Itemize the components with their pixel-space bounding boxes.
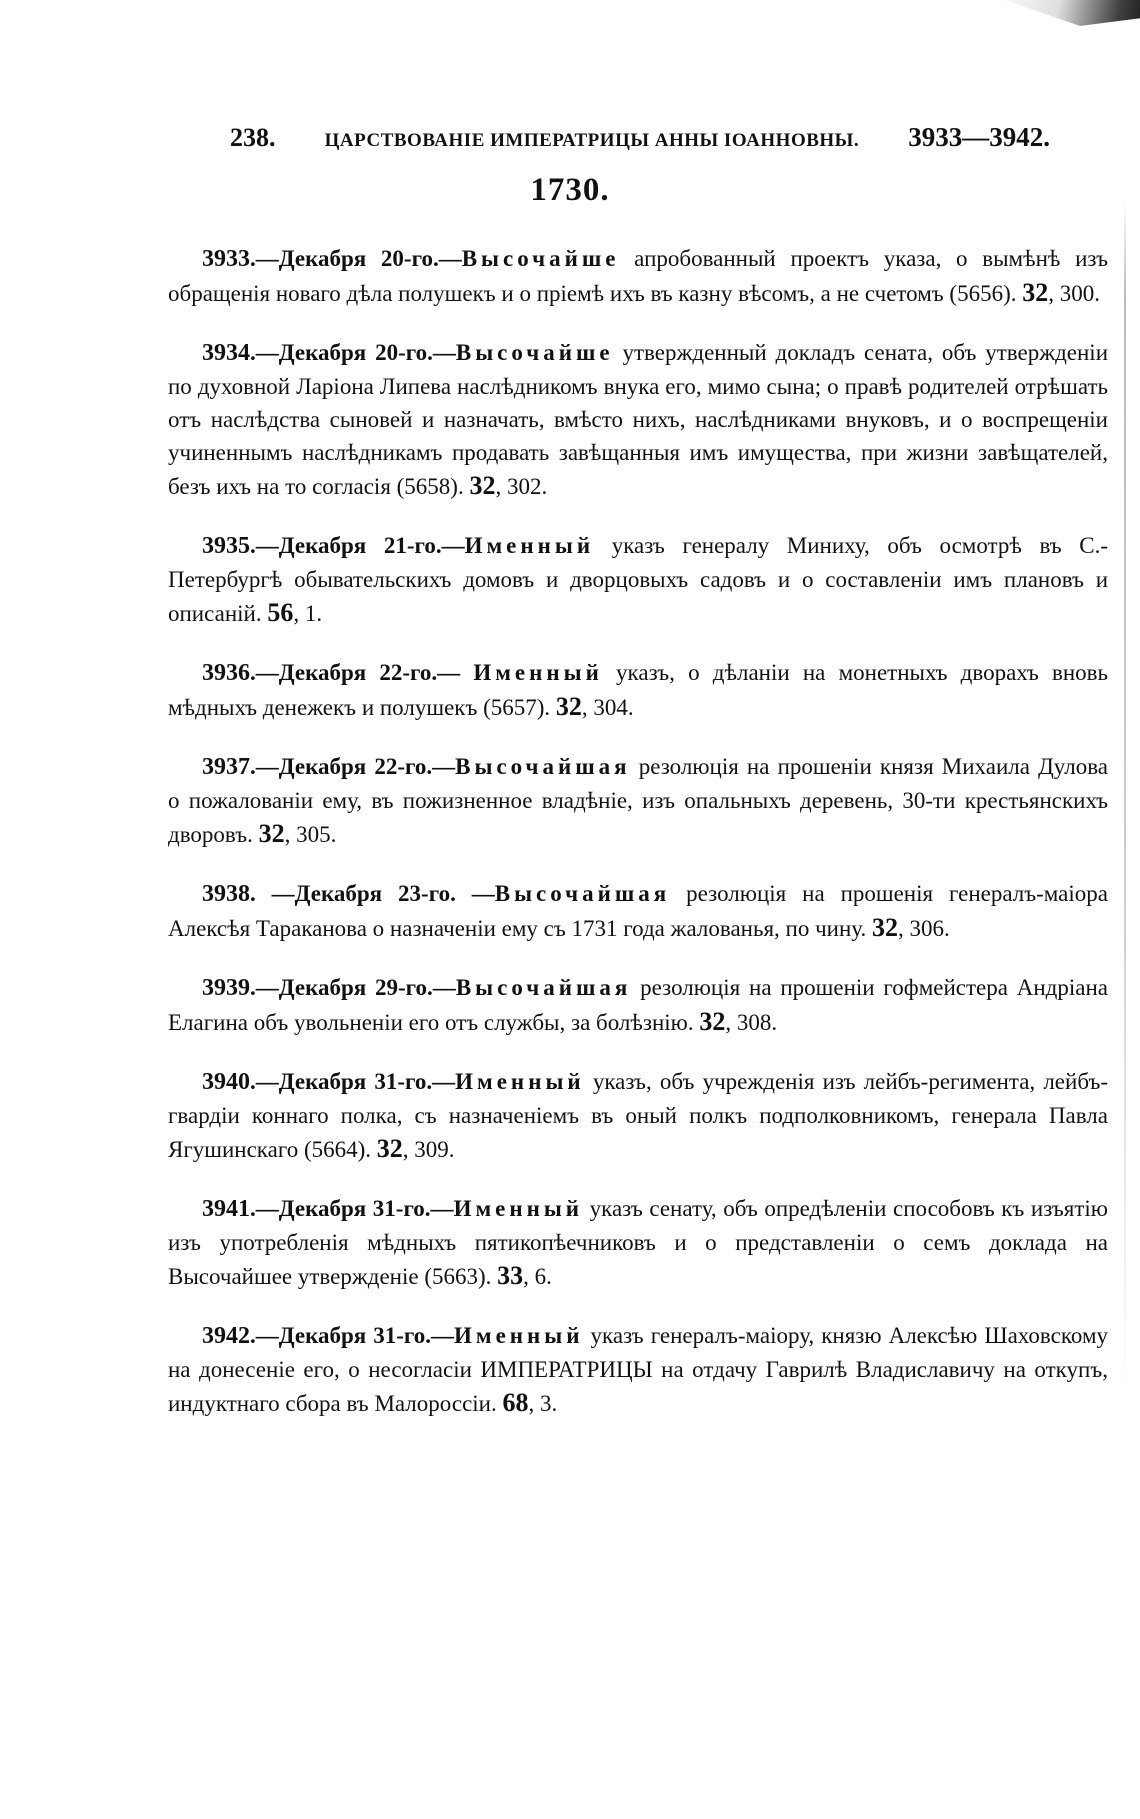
entry-kind: Высочайшая [455,975,632,1000]
entry-text: резолюція на прошенія генералъ-маіора Алексѣя Тараканова о назначеніи ему съ 1731 года жалованья, по чину. [168,881,1108,941]
entry-volume: 32 [1022,278,1049,307]
running-header [230,122,1050,162]
entry-number: 3933 [202,246,250,272]
entry-volume: 68 [502,1388,529,1417]
entry-number: 3939 [202,975,250,1001]
entry-date: .—Декабря 22-го.— [250,754,456,779]
entry-page: , 3. [528,1391,558,1416]
entry-number: 3936 [202,660,250,686]
entry-page: , 306. [898,916,950,941]
entry-kind: Именный [473,660,603,685]
entry-kind: Высочайше [455,340,614,365]
entry-date: .—Декабря 31-го.— [250,1196,454,1221]
entry-text: указъ генералъ-маіору, князю Алексѣю Шаховскому на донесеніе его, о несогласіи ИМПЕРАТРИЦЫ на отдачу Гаврилѣ Владиславичу на откупъ, индуктнаго сбора въ Малороссіи. [168,1323,1108,1416]
entry-volume: 32 [469,471,496,500]
entry-page: , 302. [495,474,548,499]
entry-volume: 32 [376,1134,403,1163]
entry [168,336,1108,503]
year-heading: 1730. [530,172,610,208]
scan-margin-line [1124,200,1126,1400]
entry-date: .—Декабря 29-го.— [250,975,456,1000]
entry-date: . —Декабря 23-го. — [250,881,495,906]
entry-number: 3937 [202,754,250,780]
entry-page: , 308. [725,1010,778,1035]
entry-page: , 304. [581,695,634,720]
entry [168,971,1108,1039]
entry-kind: Именный [464,533,595,558]
scan-artifact [990,0,1140,26]
entries-list [168,242,1108,1446]
entry [168,242,1108,310]
entry [168,1319,1108,1420]
entry-date: .—Декабря 20-го.— [250,340,456,365]
entry-page: , 309. [402,1137,455,1162]
entry-page: , 6. [523,1264,552,1289]
running-title: ЦАРСТВОВАНІЕ ИМПЕРАТРИЦЫ АННЫ ІОАННОВНЫ. [324,130,860,151]
entry [168,656,1108,724]
entry-kind: Высочайшая [494,881,671,906]
entry-kind: Высочайше [461,246,620,271]
entry-number: 3938 [202,881,250,907]
entry-number: 3934 [202,340,250,366]
entry-volume: 32 [699,1007,726,1036]
entry-date: .—Декабря 21-го.— [250,533,465,558]
entry-text: указъ генералу Миниху, объ осмотрѣ въ С.-Петербургѣ обывательскихъ домовъ и дворцовыхъ садовъ и о составленіи имъ плановъ и описаній. [168,533,1109,626]
entry-date: .—Декабря 20-го.— [250,246,462,271]
entry-volume: 32 [258,819,285,848]
entry-number: 3941 [202,1196,250,1222]
entry [168,877,1108,945]
entry-text: указъ, о дѣланіи на монетныхъ дворахъ вновь мѣдныхъ денежекъ и полушекъ (5657). [168,660,1109,720]
entry-volume: 32 [872,913,898,942]
entry-number: 3935 [202,533,250,559]
entry-volume: 56 [267,598,294,627]
entry-text: указъ сенату, объ опредѣленіи способовъ къ изъятію изъ употребленія мѣдныхъ пятикопѣечниковъ и о представленіи о семъ доклада на Высочайшее утвержденіе (5663). [168,1196,1108,1289]
entry-kind: Высочайшая [455,754,631,779]
entry-text: апробованный проектъ указа, о вымѣнѣ изъ обращенія новаго дѣла полушекъ и о пріемѣ ихъ въ казну вѣсомъ, а не счетомъ (5656). [168,246,1108,306]
entry-number: 3942 [202,1323,250,1349]
entry-text: резолюція на прошеніи гофмейстера Андріана Елагина объ увольненіи его отъ службы, за болѣзнію. [168,975,1109,1035]
entry-page: , 1. [293,601,323,626]
entry-kind: Именный [455,1069,585,1094]
entry-range: 3933—3942. [908,122,1050,152]
entry-text: резолюція на прошеніи князя Михаила Дулова о пожалованіи ему, въ пожизненное владѣніе, изъ опальныхъ деревень, 30-ти крестьянскихъ дворовъ. [168,754,1108,847]
entry-text: указъ, объ учрежденія изъ лейбъ-регимента, лейбъ-гвардіи коннаго полка, съ назначеніемъ въ оный полкъ подполковникомъ, генерала Павла Ягушинскаго (5664). [168,1069,1109,1162]
entry [168,750,1108,851]
entry [168,1065,1108,1166]
entry-volume: 32 [555,692,582,721]
entry-date: .—Декабря 22-го.— [250,660,474,685]
page-number: 238. [230,123,276,152]
entry-number: 3940 [202,1069,250,1095]
entry-page: , 300. [1048,281,1100,306]
entry-kind: Именный [454,1323,584,1348]
entry-volume: 33 [497,1261,524,1290]
entry-date: .—Декабря 31-го.— [250,1069,456,1094]
entry-date: .—Декабря 31-го.— [250,1323,455,1348]
entry-kind: Именный [453,1196,584,1221]
entry-page: , 305. [284,822,337,847]
entry [168,1192,1108,1293]
entry [168,529,1108,630]
entry-text: утвержденный докладъ сената, объ утвержденіи по духовной Ларіона Липева наслѣдникомъ внука его, мимо сына; о правѣ родителей отрѣшать отъ наслѣдства сыновей и назначать, вмѣсто нихъ, наслѣдниками внуковъ, и о воспрещеніи учиненнымъ наслѣдникамъ продавать завѣщанныя имъ имущества, при жизни завѣщателей, безъ ихъ на то согласія (5658). [168,340,1108,499]
